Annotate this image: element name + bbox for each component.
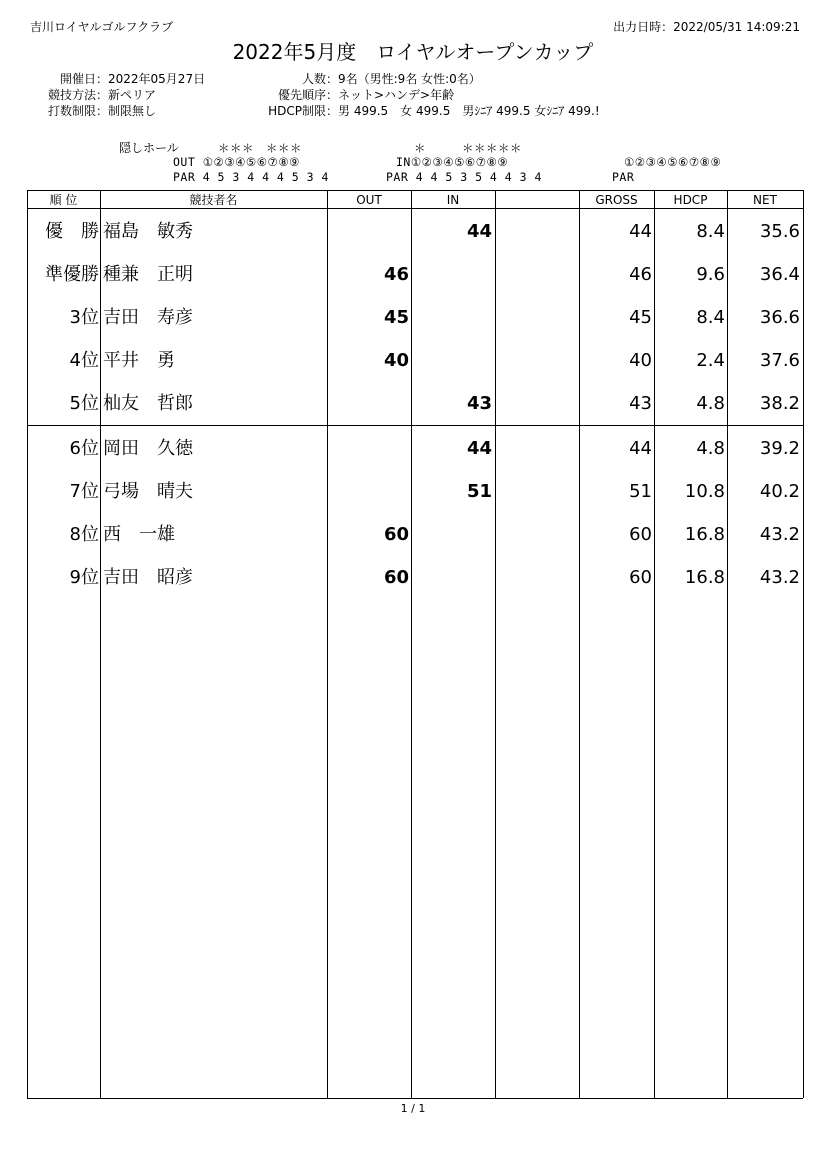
- info-count-label: 人数：: [301, 72, 338, 86]
- table-header-border: [27, 208, 803, 209]
- out-score-cell: [330, 477, 409, 507]
- hidden-hole-label: 隠しホール: [119, 141, 179, 155]
- rank-cell: 優 勝: [45, 221, 99, 242]
- gross-cell: 44: [629, 438, 652, 459]
- info-date-value: 2022年05月27日: [108, 72, 206, 86]
- out-score-cell: 60: [383, 567, 409, 588]
- hdcp-cell: 8.4: [696, 307, 725, 328]
- rank-cell: 8位: [69, 524, 99, 545]
- player-name-cell: 杣友 哲郎: [103, 393, 193, 414]
- net-cell: 35.6: [759, 221, 800, 242]
- net-cell: 36.6: [759, 307, 800, 328]
- info-count-value: 9名（男性:9名 女性:0名）: [338, 72, 481, 86]
- info-limit: [30, 104, 156, 118]
- extra-hole-numbers: ①②③④⑤⑥⑦⑧⑨: [624, 155, 722, 169]
- col-header-out: OUT: [356, 193, 382, 207]
- col-header-blank: [495, 192, 579, 208]
- in-hidden-stars: ＊ ＊＊＊＊＊: [414, 141, 522, 155]
- hdcp-cell: 9.6: [696, 264, 725, 285]
- info-method-label: 競技方法：: [47, 88, 108, 102]
- net-cell: 43.2: [759, 524, 800, 545]
- player-name-cell: 吉田 寿彦: [103, 307, 193, 328]
- hdcp-cell: 4.8: [696, 393, 725, 414]
- hdcp-cell: 2.4: [696, 350, 725, 371]
- table-row: [0, 563, 826, 593]
- hdcp-cell: 16.8: [684, 524, 725, 545]
- net-cell: 37.6: [759, 350, 800, 371]
- in-score-cell: 44: [466, 438, 492, 459]
- player-name-cell: 西 一雄: [103, 524, 175, 545]
- player-name-cell: 福島 敏秀: [103, 221, 193, 242]
- gross-cell: 44: [629, 221, 652, 242]
- in-score-cell: [413, 260, 492, 290]
- out-hidden-stars: ＊＊＊ ＊＊＊: [218, 141, 302, 155]
- info-limit-label: 打数制限：: [47, 104, 108, 118]
- table-row: [0, 477, 826, 507]
- info-method: [30, 88, 156, 102]
- rank-cell: 準優勝: [45, 264, 99, 285]
- in-score-cell: [413, 520, 492, 550]
- net-cell: 36.4: [759, 264, 800, 285]
- info-date: [30, 72, 205, 86]
- table-row: [0, 303, 826, 333]
- table-top-border: [27, 190, 803, 191]
- gross-cell: 40: [629, 350, 652, 371]
- info-hdcp-limit: [260, 104, 652, 118]
- rank-cell: 6位: [69, 438, 99, 459]
- out-score-cell: 40: [383, 350, 409, 371]
- info-priority-label: 優先順序：: [277, 88, 338, 102]
- rank-cell: 5位: [69, 393, 99, 414]
- table-group-divider: [27, 425, 803, 426]
- extra-par-row: PAR: [612, 170, 635, 184]
- info-date-label: 開催日：: [59, 72, 108, 86]
- player-name-cell: 種兼 正明: [103, 264, 193, 285]
- table-row: [0, 520, 826, 550]
- col-header-rank: 順 位: [49, 193, 78, 207]
- hdcp-cell: 4.8: [696, 438, 725, 459]
- table-bottom-border: [27, 1098, 803, 1099]
- gross-cell: 43: [629, 393, 652, 414]
- in-score-cell: [413, 563, 492, 593]
- rank-cell: 9位: [69, 567, 99, 588]
- in-par-row: PAR 4 4 5 3 5 4 4 3 4: [386, 170, 542, 184]
- club-name: 吉川ロイヤルゴルフクラブ: [30, 20, 174, 34]
- page-number: 1 / 1: [400, 1102, 426, 1115]
- out-score-cell: 60: [383, 524, 409, 545]
- net-cell: 43.2: [759, 567, 800, 588]
- col-header-hdcp: HDCP: [673, 193, 708, 207]
- player-name-cell: 弓場 晴夫: [103, 481, 193, 502]
- info-hdcp-value: 男 499.5 女 499.5 男ｼﾆｱ 499.5 女ｼﾆｱ 499.!: [338, 104, 600, 118]
- rank-cell: 3位: [69, 307, 99, 328]
- out-score-cell: [330, 217, 409, 247]
- in-score-cell: [413, 346, 492, 376]
- out-score-cell: [330, 434, 409, 464]
- col-header-gross: GROSS: [595, 193, 638, 207]
- rank-cell: 7位: [69, 481, 99, 502]
- gross-cell: 60: [629, 524, 652, 545]
- table-row: [0, 260, 826, 290]
- gross-cell: 60: [629, 567, 652, 588]
- rank-cell: 4位: [69, 350, 99, 371]
- page-title: 2022年5月度 ロイヤルオープンカップ: [232, 40, 594, 64]
- table-row: [0, 434, 826, 464]
- table-row: [0, 346, 826, 376]
- in-hole-numbers: IN①②③④⑤⑥⑦⑧⑨: [396, 155, 509, 169]
- out-score-cell: [330, 389, 409, 419]
- out-score-cell: 45: [383, 307, 409, 328]
- out-par-row: PAR 4 5 3 4 4 4 5 3 4: [173, 170, 329, 184]
- info-priority: [260, 88, 454, 102]
- gross-cell: 51: [629, 481, 652, 502]
- output-datetime: 出力日時：2022/05/31 14:09:21: [613, 20, 800, 34]
- info-count: [260, 72, 481, 86]
- player-name-cell: 吉田 昭彦: [103, 567, 193, 588]
- net-cell: 39.2: [759, 438, 800, 459]
- in-score-cell: 44: [466, 221, 492, 242]
- player-name-cell: 岡田 久徳: [103, 438, 193, 459]
- out-score-cell: 46: [383, 264, 409, 285]
- col-header-net: NET: [753, 193, 777, 207]
- in-score-cell: 43: [466, 393, 492, 414]
- hdcp-cell: 10.8: [684, 481, 725, 502]
- info-limit-value: 制限無し: [108, 104, 157, 118]
- info-priority-value: ネット>ハンデ>年齢: [338, 88, 455, 102]
- col-header-in: IN: [446, 193, 460, 207]
- info-method-value: 新ペリア: [108, 88, 157, 102]
- table-row: [0, 217, 826, 247]
- out-hole-numbers: OUT ①②③④⑤⑥⑦⑧⑨: [173, 155, 300, 169]
- gross-cell: 46: [629, 264, 652, 285]
- net-cell: 38.2: [759, 393, 800, 414]
- hdcp-cell: 16.8: [684, 567, 725, 588]
- info-hdcp-label: HDCP制限：: [268, 104, 338, 118]
- gross-cell: 45: [629, 307, 652, 328]
- in-score-cell: 51: [466, 481, 492, 502]
- col-header-name: 競技者名: [189, 193, 238, 207]
- net-cell: 40.2: [759, 481, 800, 502]
- table-row: [0, 389, 826, 419]
- player-name-cell: 平井 勇: [103, 350, 175, 371]
- hdcp-cell: 8.4: [696, 221, 725, 242]
- in-score-cell: [413, 303, 492, 333]
